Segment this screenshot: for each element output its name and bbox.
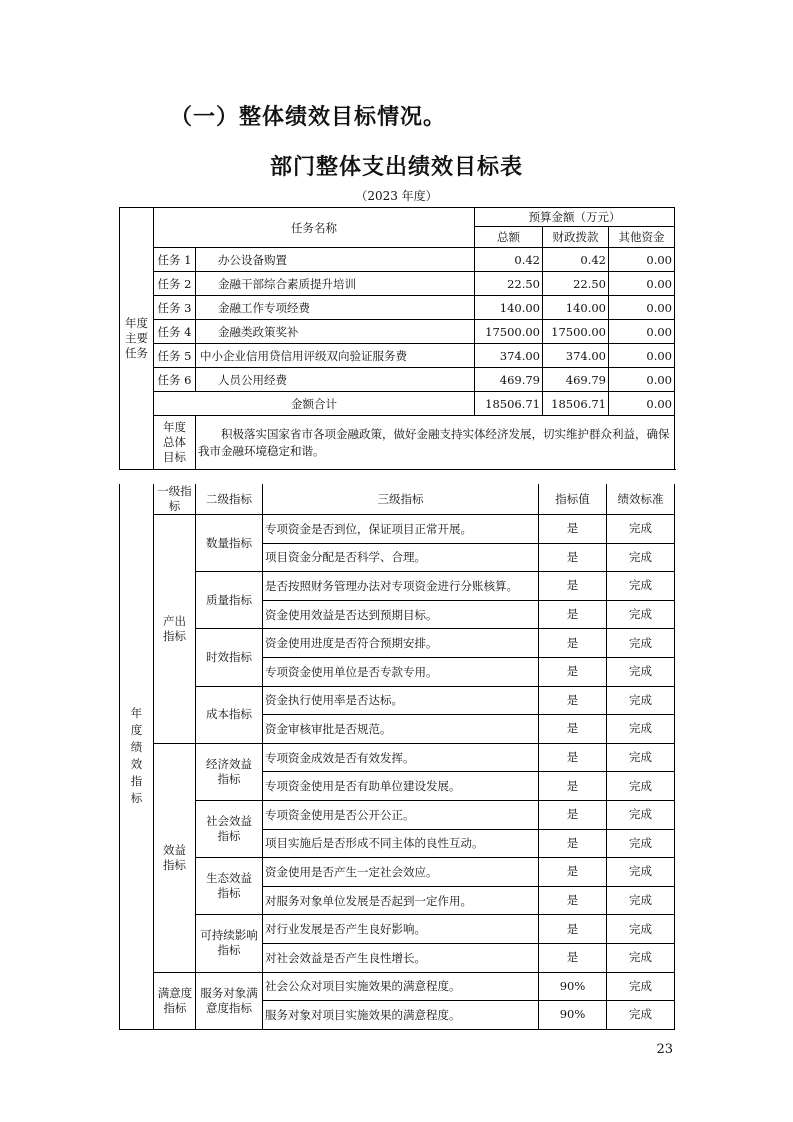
sum-fiscal: 18506.71: [543, 392, 609, 416]
task-id: 任务 3: [154, 296, 196, 320]
sum-label: 金额合计: [154, 392, 475, 416]
sum-row: [120, 392, 675, 416]
section-heading: （一）整体绩效目标情况。: [170, 105, 447, 130]
l2-social: 社会效益指标: [196, 800, 263, 857]
indicator-value: 是: [539, 829, 607, 858]
indicator-standard: 完成: [607, 686, 675, 715]
header-l1: 一级指标: [154, 484, 196, 515]
indicator-value: 90%: [539, 972, 607, 1001]
l2-ecological: 生态效益指标: [196, 858, 263, 915]
task-total: 0.42: [475, 248, 543, 272]
l1-benefit: 效益指标: [154, 743, 196, 972]
task-id: 任务 4: [154, 320, 196, 344]
table-row: [120, 686, 675, 715]
indicator-value: 是: [539, 686, 607, 715]
indicator-value: 90%: [539, 1001, 607, 1030]
indicator-value: 是: [539, 743, 607, 772]
annual-goal-text: 积极落实国家省市各项金融政策，做好金融支持实体经济发展，切实维护群众利益，确保我市金融环境稳定和谐。: [196, 416, 675, 470]
header-other: 其他资金: [609, 227, 675, 248]
indicator-value: 是: [539, 800, 607, 829]
l1-satisfaction: 满意度指标: [154, 972, 196, 1029]
l2-economic: 经济效益指标: [196, 743, 263, 800]
task-total: 22.50: [475, 272, 543, 296]
indicator-value: 是: [539, 772, 607, 801]
l3-text: 资金使用效益是否达到预期目标。: [263, 600, 539, 629]
task-id: 任务 2: [154, 272, 196, 296]
task-id: 任务 1: [154, 248, 196, 272]
page-number: 23: [656, 1042, 673, 1057]
l2-sustainable: 可持续影响指标: [196, 915, 263, 972]
task-total: 374.00: [475, 344, 543, 368]
indicator-table: [119, 484, 675, 1030]
table-row: [120, 972, 675, 1001]
page-title: 部门整体支出绩效目标表: [269, 155, 523, 180]
task-other: 0.00: [609, 368, 675, 392]
task-fiscal: 469.79: [543, 368, 609, 392]
task-name: 金融类政策奖补: [196, 320, 475, 344]
section-label-indicators: 年度绩效指标: [120, 484, 154, 1029]
task-other: 0.00: [609, 272, 675, 296]
task-name: 办公设备购置: [196, 248, 475, 272]
task-id: 任务 5: [154, 344, 196, 368]
header-l3: 三级指标: [263, 484, 539, 515]
l3-text: 是否按照财务管理办法对专项资金进行分账核算。: [263, 572, 539, 601]
indicator-value: 是: [539, 572, 607, 601]
indicator-standard: 完成: [607, 858, 675, 887]
header-l2: 二级指标: [196, 484, 263, 515]
indicator-standard: 完成: [607, 972, 675, 1001]
l3-text: 专项资金使用单位是否专款专用。: [263, 657, 539, 686]
header-task-name: 任务名称: [154, 208, 475, 248]
task-fiscal: 17500.00: [543, 320, 609, 344]
indicator-standard: 完成: [607, 572, 675, 601]
indicator-value: 是: [539, 886, 607, 915]
indicator-value: 是: [539, 715, 607, 744]
sum-total: 18506.71: [475, 392, 543, 416]
l3-text: 对社会效益是否产生良性增长。: [263, 943, 539, 972]
l3-text: 资金使用进度是否符合预期安排。: [263, 629, 539, 658]
table-row: [120, 629, 675, 658]
indicator-value: 是: [539, 600, 607, 629]
section-label-tasks: 年度主要任务: [120, 208, 154, 470]
table-row: [120, 248, 675, 272]
table-row: [120, 344, 675, 368]
section-label-goal: 年度总体目标: [154, 416, 196, 470]
table-row: [120, 915, 675, 944]
l1-output: 产出指标: [154, 515, 196, 744]
l3-text: 对行业发展是否产生良好影响。: [263, 915, 539, 944]
task-other: 0.00: [609, 344, 675, 368]
task-other: 0.00: [609, 320, 675, 344]
table-row: [120, 272, 675, 296]
l3-text: 项目资金分配是否科学、合理。: [263, 543, 539, 572]
table-row: [120, 743, 675, 772]
indicator-standard: 完成: [607, 715, 675, 744]
l3-text: 社会公众对项目实施效果的满意程度。: [263, 972, 539, 1001]
task-total: 140.00: [475, 296, 543, 320]
l3-text: 专项资金是否到位，保证项目正常开展。: [263, 515, 539, 544]
indicator-standard: 完成: [607, 515, 675, 544]
indicator-standard: 完成: [607, 800, 675, 829]
indicator-value: 是: [539, 629, 607, 658]
indicator-standard: 完成: [607, 886, 675, 915]
indicator-value: 是: [539, 515, 607, 544]
task-fiscal: 140.00: [543, 296, 609, 320]
header-total: 总额: [475, 227, 543, 248]
indicator-standard: 完成: [607, 1001, 675, 1030]
indicator-value: 是: [539, 657, 607, 686]
table-row: [120, 296, 675, 320]
indicator-value: 是: [539, 943, 607, 972]
l3-text: 服务对象对项目实施效果的满意程度。: [263, 1001, 539, 1030]
l3-text: 专项资金使用是否公开公正。: [263, 800, 539, 829]
l2-cost: 成本指标: [196, 686, 263, 743]
task-other: 0.00: [609, 248, 675, 272]
indicator-value: 是: [539, 543, 607, 572]
indicator-value: 是: [539, 915, 607, 944]
indicator-value: 是: [539, 858, 607, 887]
indicator-standard: 完成: [607, 629, 675, 658]
table-row: [120, 800, 675, 829]
page-subtitle: （2023 年度）: [355, 189, 438, 203]
l2-quality: 质量指标: [196, 572, 263, 629]
l3-text: 资金审核审批是否规范。: [263, 715, 539, 744]
l2-quantity: 数量指标: [196, 515, 263, 572]
l3-text: 资金执行使用率是否达标。: [263, 686, 539, 715]
header-value: 指标值: [539, 484, 607, 515]
indicator-standard: 完成: [607, 829, 675, 858]
l3-text: 对服务对象单位发展是否起到一定作用。: [263, 886, 539, 915]
l3-text: 专项资金成效是否有效发挥。: [263, 743, 539, 772]
indicator-standard: 完成: [607, 943, 675, 972]
l3-text: 专项资金使用是否有助单位建设发展。: [263, 772, 539, 801]
table-row: [120, 858, 675, 887]
task-total: 17500.00: [475, 320, 543, 344]
header-budget: 预算金额（万元）: [475, 208, 675, 227]
task-name: 金融干部综合素质提升培训: [196, 272, 475, 296]
table-row: [120, 572, 675, 601]
l3-text: 资金使用是否产生一定社会效应。: [263, 858, 539, 887]
task-fiscal: 22.50: [543, 272, 609, 296]
budget-table: [119, 207, 675, 470]
l2-timeliness: 时效指标: [196, 629, 263, 686]
l2-service-satisfaction: 服务对象满意度指标: [196, 972, 263, 1029]
indicator-standard: 完成: [607, 600, 675, 629]
task-total: 469.79: [475, 368, 543, 392]
task-name: 金融工作专项经费: [196, 296, 475, 320]
header-standard: 绩效标准: [607, 484, 675, 515]
task-name: 人员公用经费: [196, 368, 475, 392]
l3-text: 项目实施后是否形成不同主体的良性互动。: [263, 829, 539, 858]
indicator-standard: 完成: [607, 743, 675, 772]
task-other: 0.00: [609, 296, 675, 320]
task-id: 任务 6: [154, 368, 196, 392]
task-fiscal: 374.00: [543, 344, 609, 368]
indicator-standard: 完成: [607, 657, 675, 686]
table-row: [120, 320, 675, 344]
task-name: 中小企业信用贷信用评级双向验证服务费: [196, 344, 475, 368]
task-fiscal: 0.42: [543, 248, 609, 272]
indicator-standard: 完成: [607, 915, 675, 944]
table-row: [120, 515, 675, 544]
table-row: [120, 368, 675, 392]
indicator-standard: 完成: [607, 772, 675, 801]
header-fiscal: 财政拨款: [543, 227, 609, 248]
indicator-standard: 完成: [607, 543, 675, 572]
sum-other: 0.00: [609, 392, 675, 416]
